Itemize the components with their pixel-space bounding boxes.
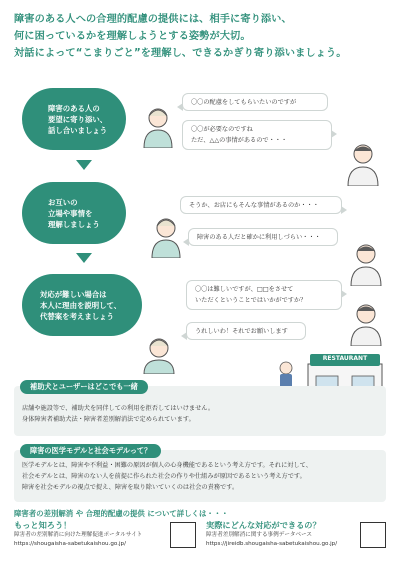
- footer-right: [206, 520, 386, 560]
- down-arrow-icon: [76, 160, 92, 170]
- person-icon: [140, 334, 178, 374]
- speech-bubble: そうか、お店にもそんな事情があるのか・・・: [180, 196, 342, 214]
- footer-right-url[interactable]: https://jireidb.shougaisha-sabetukaishou.go.jp/: [206, 541, 338, 547]
- speech-bubble: うれしいわ！それでお願いします: [186, 322, 306, 340]
- section-title: 補助犬とユーザーはどこでも一緒: [20, 380, 148, 394]
- qr-code-icon[interactable]: [170, 522, 196, 548]
- footer-left-heading: もっと知ろう！: [14, 520, 72, 530]
- section-title: 障害の医学モデルと社会モデルって？: [20, 444, 161, 458]
- person-icon: [342, 140, 384, 186]
- footer-left-url[interactable]: https://shougaisha-sabetukaishou.go.jp/: [14, 541, 126, 547]
- section-body: 医学モデルとは、障害や不利益・困難の原因が個人の心身機能であるという考え方です。それに対して、 社会モデルとは、障害のない人を前提に作られた社会の作りや仕組みが原因であるという考え方です。 障害を社会モデルの視点で捉え、障害を取り除いていくのは社会の責務です。: [22, 462, 312, 491]
- section-body: 店舗や施設等で、補助犬を同伴しての利用を拒否してはいけません。 身体障害者補助犬法・障害者差別解消法で定められています。: [22, 405, 215, 423]
- qr-code-icon[interactable]: [360, 522, 386, 548]
- person-icon: [148, 214, 184, 258]
- step-3: [22, 274, 142, 336]
- step-1-line-2: 要望に寄り添い、: [48, 114, 108, 124]
- step-2-line-2: 立場や事情を: [48, 208, 93, 218]
- speech-bubble: 〇〇が必要なのですね ただ、△△の事情があるので・・・: [182, 120, 332, 150]
- footer-right-heading: 実際にどんな対応ができるの？: [206, 520, 321, 530]
- header-line-2: 何に困っているかを理解しようとする姿勢が大切。: [14, 31, 251, 42]
- step-2-line-1: お互いの: [48, 197, 78, 207]
- header-line-1: 障害のある人への合理的配慮の提供には、相手に寄り添い、: [14, 14, 292, 25]
- step-1-line-1: 障害のある人の: [48, 103, 100, 113]
- footer-right-sub: 障害者差別解消に関する事例データベース: [206, 532, 313, 538]
- restaurant-sign: RESTAURANT: [322, 355, 368, 362]
- person-icon: [346, 240, 386, 286]
- person-icon: [346, 300, 386, 346]
- step-3-line-2: 本人に理由を説明して、: [40, 300, 122, 310]
- step-3-line-1: 対応が難しい場合は: [40, 289, 107, 299]
- speech-bubble: 障害のある人だと確かに利用しづらい・・・: [188, 228, 338, 246]
- footer-left-sub: 障害者の差別解消に向けた理解促進ポータルサイト: [14, 532, 143, 538]
- header-line-3: 対話によって“こまりごと”を理解し、できるかぎり寄り添いましょう。: [14, 48, 347, 59]
- down-arrow-icon: [76, 253, 92, 263]
- step-1: [22, 88, 126, 150]
- step-2: [22, 182, 126, 244]
- step-1-line-3: 話し合いましょう: [48, 125, 108, 135]
- footer-intro: 障害者の差別解消 や 合理的配慮の提供 について詳しくは・・・: [14, 509, 229, 518]
- person-icon: [140, 104, 176, 148]
- speech-bubble: 〇〇は難しいですが、□□をさせて いただくということではいかがですか？: [186, 280, 342, 310]
- step-3-line-3: 代替案を考えましょう: [40, 311, 114, 321]
- speech-bubble: 〇〇の配慮をしてもらいたいのですが: [182, 93, 328, 111]
- step-2-line-3: 理解しましょう: [48, 219, 100, 229]
